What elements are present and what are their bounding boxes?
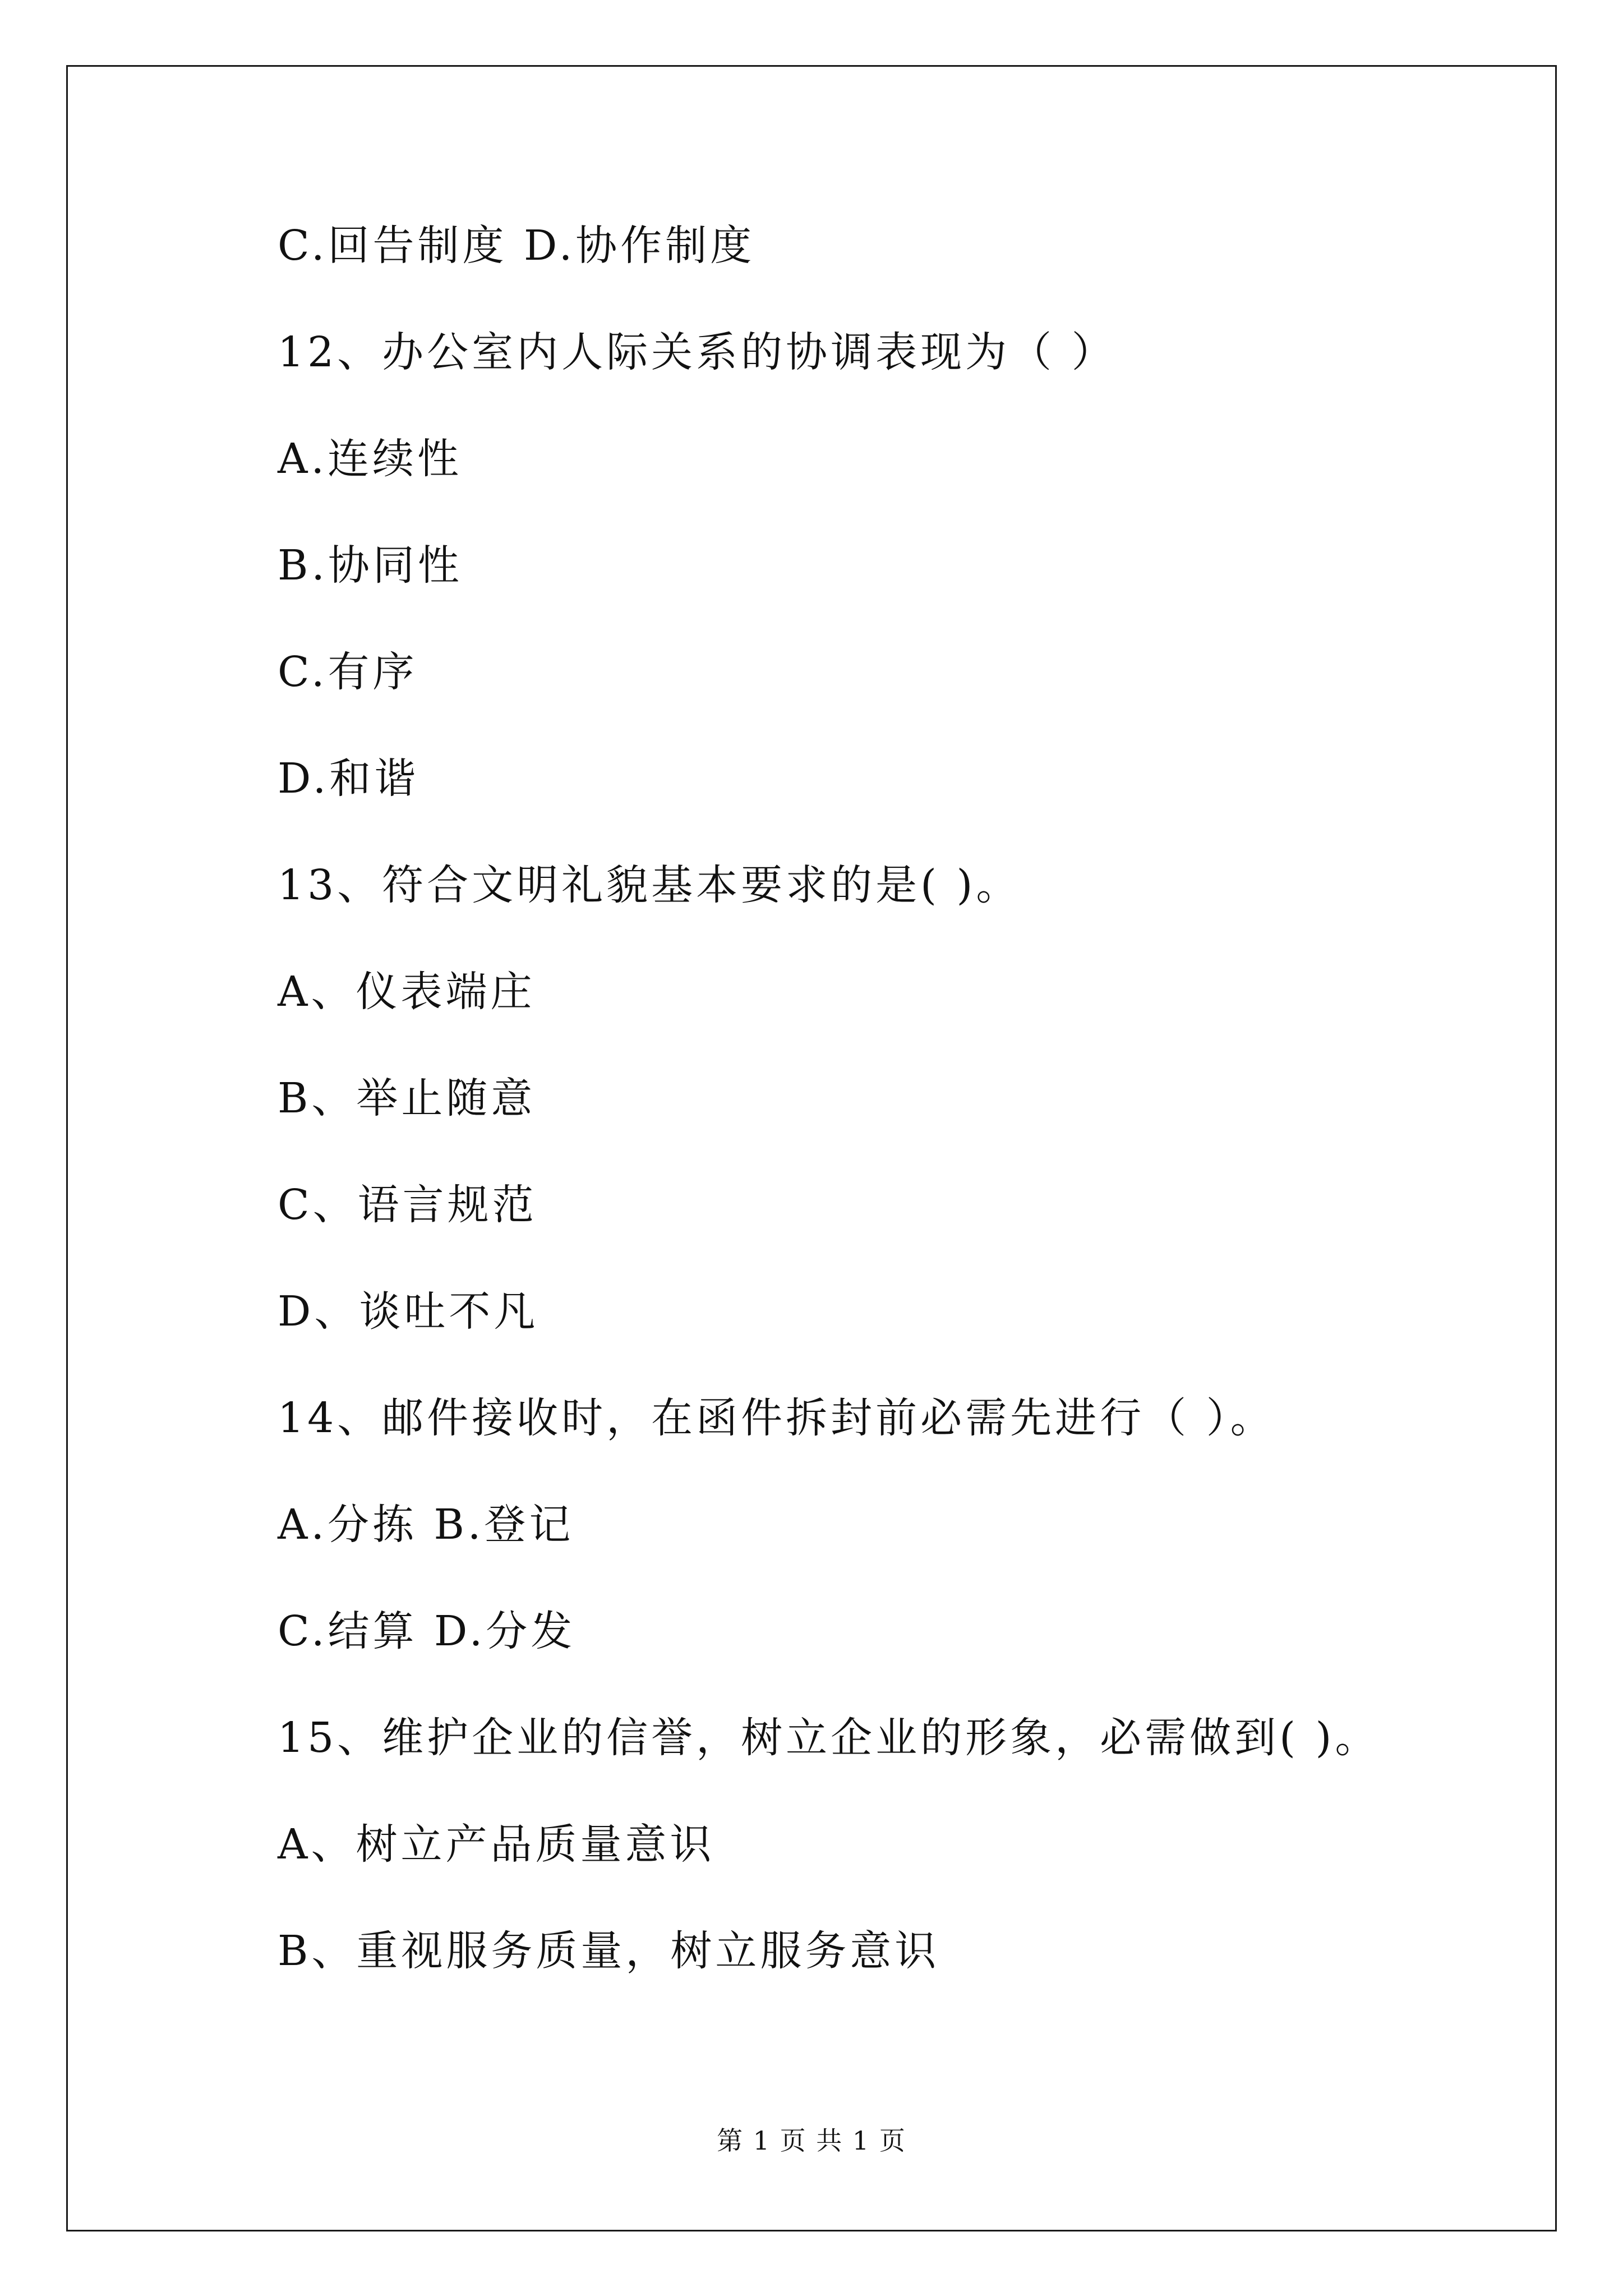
page-border — [66, 65, 1557, 2231]
answer-options-line: C.结算 D.分发 — [278, 1607, 576, 1655]
option-a: A、仪表端庄 — [278, 968, 536, 1016]
option-d: D、谈吐不凡 — [278, 1287, 539, 1336]
option-a: A.连续性 — [278, 435, 462, 483]
answer-options-line: A.分拣 B.登记 — [278, 1501, 574, 1549]
option-c: C.有序 — [278, 648, 418, 696]
question-15: 15、维护企业的信誉，树立企业的形象，必需做到( )。 — [278, 1714, 1380, 1762]
question-13: 13、符合文明礼貌基本要求的是( )。 — [278, 861, 1021, 909]
option-b: B、重视服务质量，树立服务意识 — [278, 1927, 940, 1975]
option-d: D.和谐 — [278, 754, 419, 803]
option-b: B.协同性 — [278, 541, 463, 590]
question-14: 14、邮件接收时，在函件拆封前必需先进行（ ）。 — [278, 1394, 1275, 1442]
option-a: A、树立产品质量意识 — [278, 1820, 715, 1869]
option-b: B、举止随意 — [278, 1074, 536, 1122]
option-c: C、语言规范 — [278, 1181, 537, 1229]
question-12: 12、办公室内人际关系的协调表现为（ ） — [278, 328, 1117, 376]
answer-options-line: C.回告制度 D.协作制度 — [278, 222, 755, 270]
page-footer: 第 1 页 共 1 页 — [717, 2125, 906, 2156]
